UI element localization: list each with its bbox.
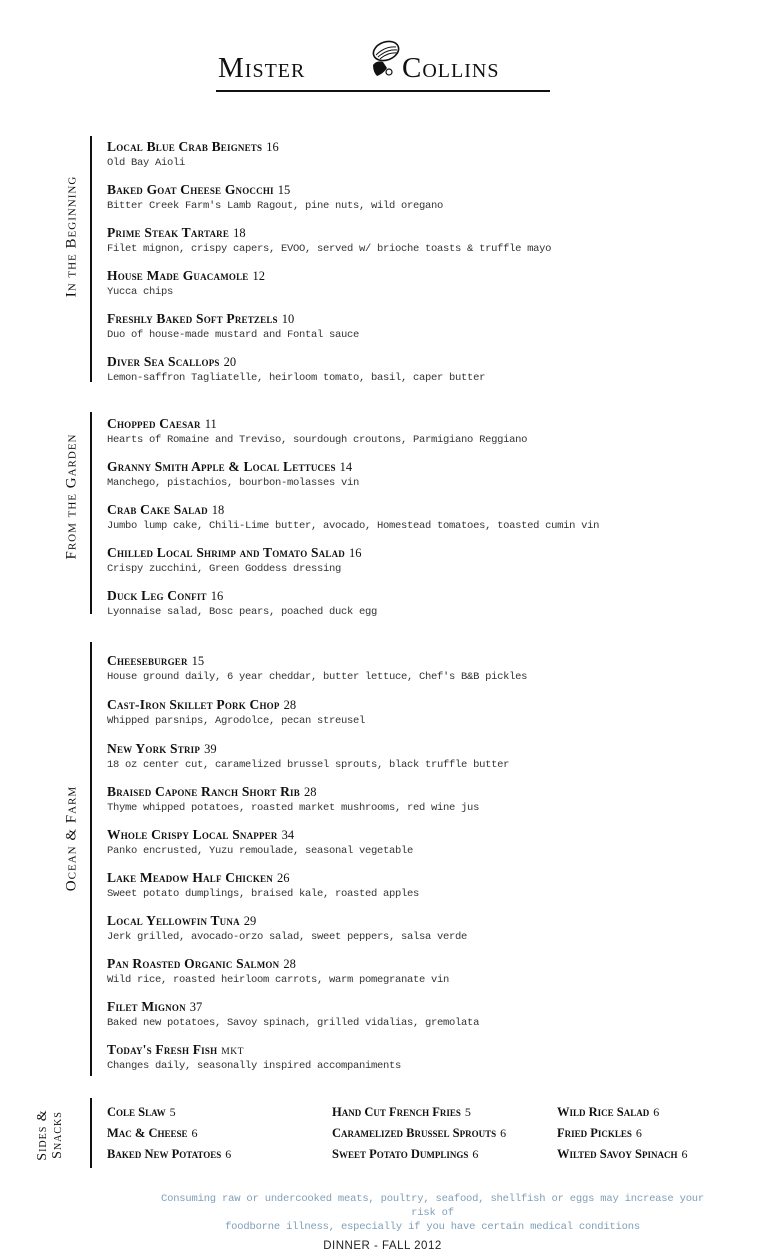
side-name: Hand Cut French Fries [332, 1105, 461, 1119]
side-price: 6 [191, 1126, 198, 1140]
item-name: Braised Capone Ranch Short Rib [107, 784, 300, 799]
item-name: Filet Mignon [107, 999, 186, 1014]
item-name: Whole Crispy Local Snapper [107, 827, 278, 842]
restaurant-logo [216, 38, 550, 94]
item-name: New York Strip [107, 741, 201, 756]
item-name: Pan Roasted Organic Salmon [107, 956, 280, 971]
item-price: 16 [266, 140, 279, 154]
item-name: Lake Meadow Half Chicken [107, 870, 273, 885]
section-divider-garden [90, 412, 92, 614]
side-name: Cole Slaw [107, 1105, 166, 1119]
item-description: 18 oz center cut, caramelized brussel sprouts, black truffle butter [107, 759, 510, 771]
item-price: 16 [348, 546, 362, 560]
item-price: 34 [281, 828, 295, 842]
item-description: Crispy zucchini, Green Goddess dressing [107, 563, 342, 575]
item-name: Crab Cake Salad [107, 502, 208, 517]
item-price: 28 [283, 698, 297, 712]
item-name: Local Blue Crab Beignets [107, 139, 263, 154]
menu-item [107, 265, 265, 298]
item-description: Jerk grilled, avocado-orzo salad, sweet peppers, salsa verde [107, 931, 468, 943]
side-item [557, 1145, 688, 1163]
side-name: Baked New Potatoes [107, 1147, 222, 1161]
sides-label-line2: Snacks [50, 1111, 65, 1159]
item-price: 26 [276, 871, 290, 885]
item-price: 16 [210, 589, 224, 603]
item-description: Whipped parsnips, Agrodolce, pecan streusel [107, 715, 366, 727]
section-divider-ocean [90, 642, 92, 1076]
side-name: Wilted Savoy Spinach [557, 1147, 678, 1161]
side-price: 6 [653, 1105, 660, 1119]
item-name: Local Yellowfin Tuna [107, 913, 240, 928]
side-item [332, 1124, 506, 1142]
item-price: 15 [191, 654, 205, 668]
section-label-beginning: In the Beginning [63, 175, 80, 298]
item-price: 14 [339, 460, 353, 474]
item-description: Sweet potato dumplings, braised kale, roasted apples [107, 888, 420, 900]
item-name: Freshly Baked Soft Pretzels [107, 311, 278, 326]
item-description: Baked new potatoes, Savoy spinach, grilled vidalias, gremolata [107, 1017, 480, 1029]
side-name: Wild Rice Salad [557, 1105, 650, 1119]
item-description: Hearts of Romaine and Treviso, sourdough croutons, Parmigiano Reggiano [107, 434, 528, 446]
item-price: 20 [223, 355, 237, 369]
logo-name-left: Mister [218, 52, 306, 84]
item-price: 15 [277, 183, 291, 197]
item-price: 39 [204, 742, 217, 756]
side-name: Sweet Potato Dumplings [332, 1147, 469, 1161]
section-label-garden: From the Garden [63, 433, 80, 560]
health-disclaimer [150, 1192, 715, 1234]
item-description: Changes daily, seasonally inspired accompaniments [107, 1060, 402, 1072]
menu-item [107, 694, 365, 727]
item-description: Bitter Creek Farm's Lamb Ragout, pine nuts, wild oregano [107, 200, 444, 212]
item-description: Yucca chips [107, 286, 174, 298]
menu-item [107, 542, 361, 575]
side-price: 6 [472, 1147, 479, 1161]
item-price: 28 [283, 957, 296, 971]
menu-item [107, 456, 359, 489]
menu-item [107, 499, 599, 532]
side-name: Mac & Cheese [107, 1126, 188, 1140]
section-divider-beginning [90, 136, 92, 382]
side-item [557, 1103, 659, 1121]
side-name: Fried Pickles [557, 1126, 632, 1140]
item-description: Wild rice, roasted heirloom carrots, warm pomegranate vin [107, 974, 450, 986]
menu-item [107, 996, 479, 1029]
item-name: Granny Smith Apple & Local Lettuces [107, 459, 336, 474]
item-name: Duck Leg Confit [107, 588, 207, 603]
item-name: Cheeseburger [107, 653, 188, 668]
item-name: Chopped Caesar [107, 416, 201, 431]
logo-underline [216, 90, 550, 92]
menu-item [107, 585, 377, 618]
menu-item [107, 650, 527, 683]
side-item [332, 1145, 478, 1163]
menu-item [107, 351, 485, 384]
item-description: Manchego, pistachios, bourbon-molasses vin [107, 477, 360, 489]
item-description: Lemon-saffron Tagliatelle, heirloom tomato, basil, caper butter [107, 372, 486, 384]
menu-footer: DINNER - FALL 2012 [323, 1240, 442, 1252]
section-divider-sides [90, 1098, 92, 1168]
item-price: 28 [303, 785, 317, 799]
side-item [107, 1103, 176, 1121]
item-description: House ground daily, 6 year cheddar, butter lettuce, Chef's B&B pickles [107, 671, 528, 683]
item-price: 12 [252, 269, 266, 283]
logo-name-right: Collins [402, 52, 500, 84]
menu-item [107, 824, 413, 857]
item-price: 37 [189, 1000, 203, 1014]
item-price: 18 [211, 503, 225, 517]
disclaimer-line1: Consuming raw or undercooked meats, poultry, seafood, shellfish or eggs may increase your risk of [161, 1193, 704, 1219]
menu-item [107, 222, 551, 255]
disclaimer-line2: foodborne illness, especially if you have certain medical conditions [225, 1221, 640, 1233]
menu-item [107, 738, 509, 771]
side-item [107, 1124, 198, 1142]
section-label-sides [35, 1105, 85, 1165]
item-price: MKT [221, 1047, 244, 1057]
item-name: Cast-Iron Skillet Pork Chop [107, 697, 280, 712]
menu-item [107, 1039, 401, 1072]
side-price: 6 [681, 1147, 688, 1161]
side-price: 6 [225, 1147, 232, 1161]
item-name: Baked Goat Cheese Gnocchi [107, 182, 274, 197]
sides-label-line1: Sides & [35, 1109, 50, 1161]
item-name: House Made Guacamole [107, 268, 249, 283]
item-price: 10 [281, 312, 295, 326]
menu-item [107, 910, 467, 943]
item-description: Old Bay Aioli [107, 157, 186, 169]
item-name: Chilled Local Shrimp and Tomato Salad [107, 545, 345, 560]
item-description: Panko encrusted, Yuzu remoulade, seasonal vegetable [107, 845, 414, 857]
side-item [557, 1124, 642, 1142]
section-label-ocean: Ocean & Farm [63, 785, 80, 892]
menu-item [107, 136, 279, 169]
side-price: 6 [500, 1126, 507, 1140]
item-description: Duo of house-made mustard and Fontal sauce [107, 329, 360, 341]
item-name: Prime Steak Tartare [107, 225, 230, 240]
side-name: Caramelized Brussel Sprouts [332, 1126, 497, 1140]
item-price: 18 [233, 226, 246, 240]
side-price: 6 [635, 1126, 642, 1140]
item-description: Jumbo lump cake, Chili-Lime butter, avocado, Homestead tomatoes, toasted cumin vin [107, 520, 600, 532]
shell-emblem-icon [363, 38, 407, 82]
menu-item [107, 953, 449, 986]
item-name: Today's Fresh Fish [107, 1042, 218, 1057]
item-price: 29 [243, 914, 257, 928]
item-description: Filet mignon, crispy capers, EVOO, served w/ brioche toasts & truffle mayo [107, 243, 552, 255]
item-price: 11 [204, 417, 217, 431]
item-description: Thyme whipped potatoes, roasted market mushrooms, red wine jus [107, 802, 480, 814]
menu-item [107, 781, 479, 814]
side-item [107, 1145, 231, 1163]
menu-item [107, 413, 527, 446]
menu-item [107, 179, 443, 212]
item-description: Lyonnaise salad, Bosc pears, poached duck egg [107, 606, 378, 618]
side-price: 5 [464, 1105, 471, 1119]
item-name: Diver Sea Scallops [107, 354, 220, 369]
side-item [332, 1103, 471, 1121]
menu-item [107, 867, 419, 900]
menu-item [107, 308, 359, 341]
side-price: 5 [169, 1105, 176, 1119]
